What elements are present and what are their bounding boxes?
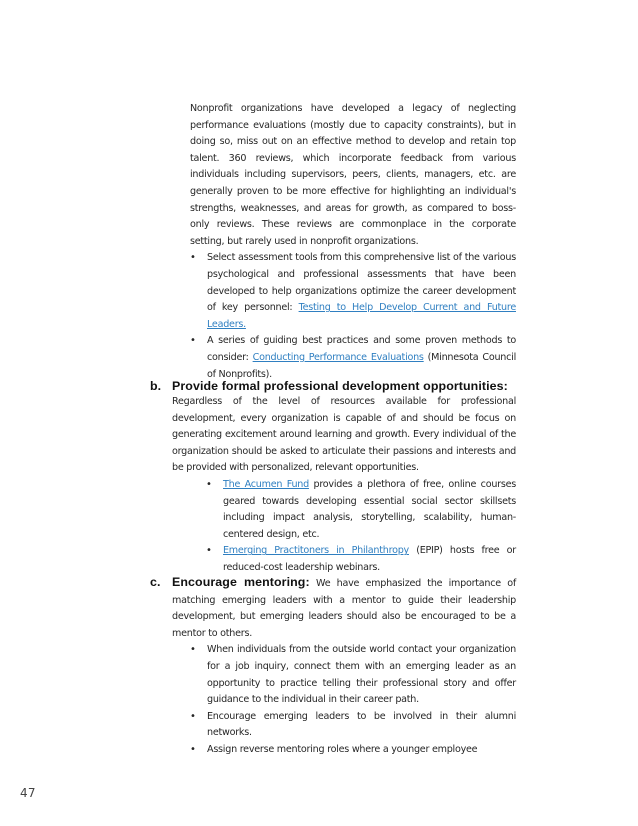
bullet-body: A series of guiding best practices and some proven methods to consider: bbox=[207, 335, 516, 363]
bullet-glyph: • bbox=[206, 545, 212, 557]
list-item-text: When individuals from the outside world contact your organization for a job inquiry, connect them with an emerging leader as an opportunity to practice telling their professional story and offer guidance to the individual in their career path. bbox=[207, 644, 516, 706]
list-item-text bbox=[207, 250, 516, 333]
acumen-fund-link[interactable]: The Acumen Fund bbox=[223, 478, 309, 490]
bullet-body: Select assessment tools from this comprehensive list of the various psychological and professional assessments that have been developed to help organizations optimize the career development of key personnel: bbox=[207, 252, 516, 314]
bullet-glyph: • bbox=[206, 478, 212, 490]
list-item bbox=[190, 742, 516, 759]
section-b-title: Provide formal professional development opportunities bbox=[172, 379, 504, 393]
section-marker: b. bbox=[150, 379, 162, 393]
epip-link[interactable]: Emerging Practitoners in Philanthropy bbox=[223, 545, 409, 557]
section-c-intro bbox=[150, 574, 516, 642]
section-b-body bbox=[172, 394, 516, 577]
list-item bbox=[190, 709, 516, 742]
bullet-glyph: • bbox=[190, 335, 196, 347]
bullet-body: (EPIP) hosts free or reduced-cost leadership webinars. bbox=[223, 545, 516, 573]
list-item-text bbox=[223, 477, 516, 543]
list-item bbox=[206, 477, 516, 543]
page-number: 47 bbox=[20, 786, 36, 800]
intro-block bbox=[190, 101, 516, 383]
list-item bbox=[190, 333, 516, 383]
list-item bbox=[190, 250, 516, 333]
bullet-after: (Minnesota Council of Nonprofits). bbox=[207, 351, 516, 380]
list-item-text: Assign reverse mentoring roles where a younger employee bbox=[207, 743, 478, 755]
list-item bbox=[206, 543, 516, 576]
section-b-heading bbox=[150, 378, 516, 394]
bullet-glyph: • bbox=[190, 710, 196, 722]
section-b-list bbox=[206, 477, 516, 577]
bullet-glyph: • bbox=[190, 252, 196, 264]
section-marker: c. bbox=[150, 575, 161, 589]
section-c-paragraph bbox=[172, 574, 516, 642]
bullet-glyph: • bbox=[190, 743, 196, 755]
bullet-glyph: • bbox=[190, 644, 196, 656]
bullet-body: provides a plethora of free, online courses geared towards developing essential social sector skillsets including impact analysis, storytelling, scalability, human-centered design, etc. bbox=[223, 478, 517, 540]
section-b-paragraph: Regardless of the level of resources available for professional development, every organization is capable of and should be focus on generating excitement around learning and growth. Every individual of the organization should be asked to articulate their passions and interests and be provided with personalized, relevant opportunities. bbox=[172, 396, 516, 474]
section-c bbox=[150, 574, 516, 759]
section-b bbox=[150, 378, 516, 577]
performance-evaluations-link[interactable]: Conducting Performance Evaluations bbox=[252, 351, 424, 363]
list-item-text: Encourage emerging leaders to be involved in their alumni networks. bbox=[207, 710, 516, 739]
list-item bbox=[190, 642, 516, 708]
intro-paragraph: Nonprofit organizations have developed a legacy of neglecting performance evaluations (mostly due to capacity constraints), but in doing so, miss out on an effective method to develop and retain top talent. 360 reviews, which incorporate feedback from various individuals including supervisors, peers, clients, managers, etc. are generally proven to be more effective for highlighting an individual's strengths, weaknesses, and areas for growth, as compared to boss-only reviews. These reviews are commonplace in the corporate setting, but rarely used in nonprofit organizations. bbox=[190, 103, 516, 247]
section-c-list bbox=[190, 642, 516, 758]
section-c-heading: Encourage mentoring: bbox=[172, 575, 310, 589]
section-c-text: We have emphasized the importance of matching emerging leaders with a mentor to guide their leadership development, but emerging leaders should also be encouraged to be a mentor to others. bbox=[172, 578, 516, 639]
list-item-text bbox=[223, 543, 516, 576]
testing-leaders-link[interactable]: Testing to Help Develop Current and Future Leaders. bbox=[207, 302, 516, 330]
section-b-heading-end: : bbox=[503, 379, 508, 393]
list-item-text bbox=[207, 333, 516, 383]
